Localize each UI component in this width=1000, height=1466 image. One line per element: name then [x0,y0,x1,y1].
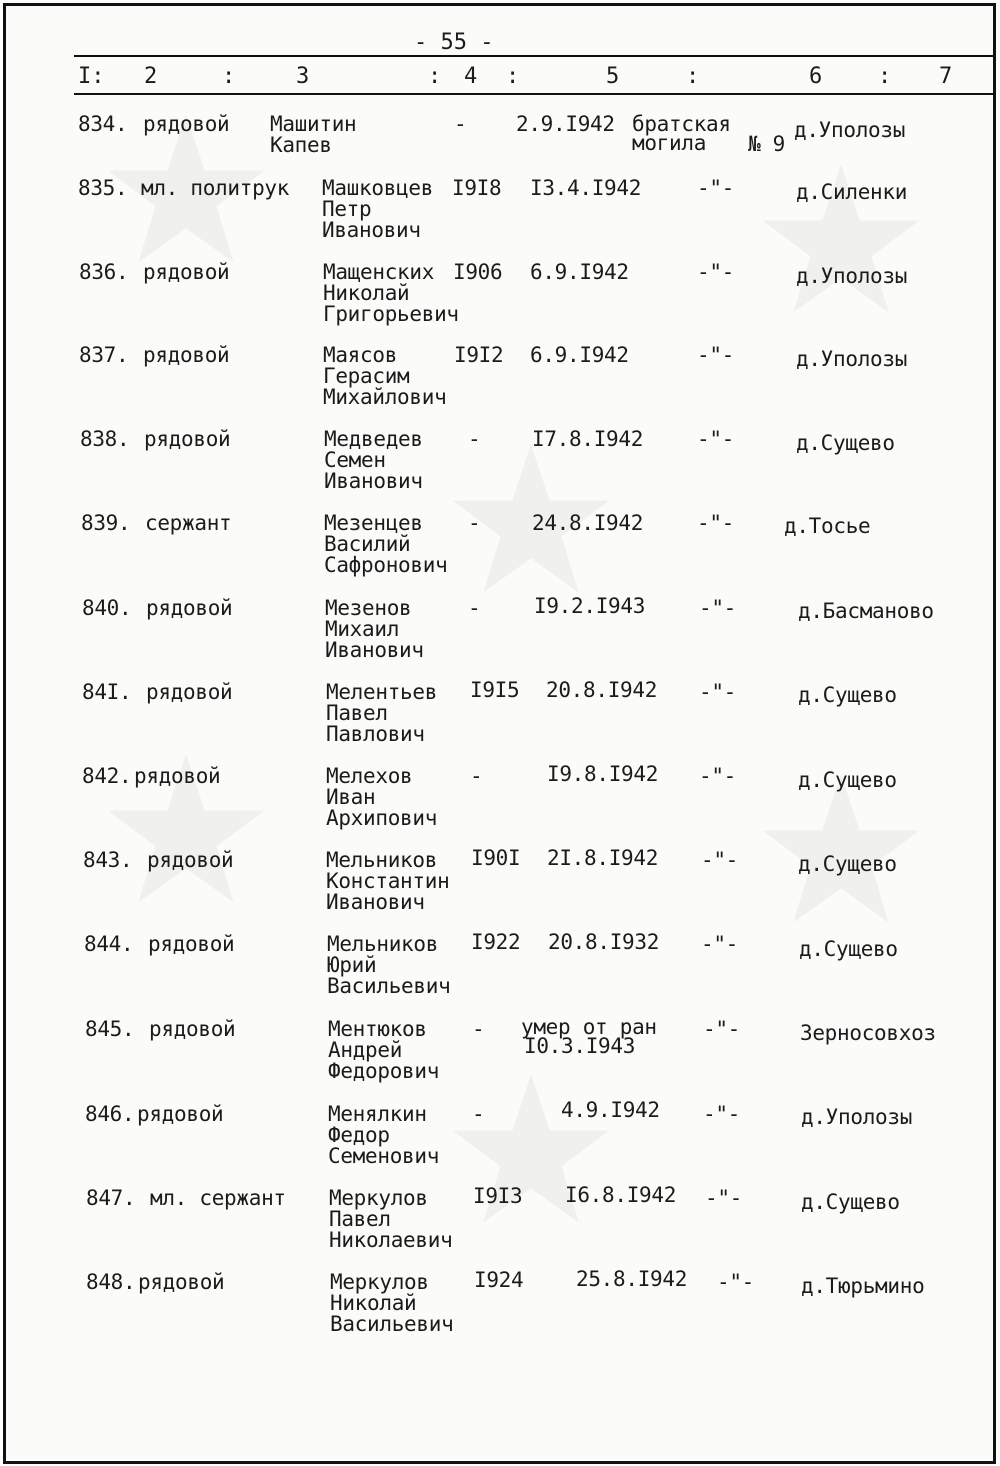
record-place: д.Силенки [796,180,908,204]
record-date: I9.2.I943 [534,594,646,618]
record-date: 4.9.I942 [561,1098,660,1122]
record-year: I906 [453,260,503,284]
record-surname: Мащенских [323,260,435,284]
record-place: д.Сущево [796,431,895,455]
record-place: д.Сущево [798,852,897,876]
document-page [3,3,996,1464]
record-number: 840. [82,596,132,620]
record-patronymic: Михайлович [323,385,447,409]
record-rank: рядовой [143,343,230,367]
record-firstname: Николай [323,281,410,305]
record-burial: -"- [703,1017,741,1041]
record-place: д.Уполозы [796,264,908,288]
record-date: I6.8.I942 [565,1183,677,1207]
record-date: 6.9.I942 [530,260,629,284]
record-year: - [472,1017,485,1041]
record-year: - [468,511,481,535]
record-surname: Машитин [270,112,357,136]
record-place: д.Сущево [798,683,897,707]
header-col-3: 3 [296,64,310,89]
record-date: умер от ран [521,1015,657,1039]
record-firstname: Андрей [328,1038,403,1062]
record-place: д.Уполозы [796,347,908,371]
record-year: I9I5 [470,678,520,702]
record-surname: Машковцев [322,176,434,200]
record-burial: -"- [703,1102,741,1126]
record-year: - [470,764,483,788]
header-col-5: 5 [606,64,620,89]
record-rank: рядовой [143,112,230,136]
record-number: 842. [82,764,132,788]
record-patronymic: Николаевич [329,1228,453,1252]
record-patronymic: Иванович [322,218,421,242]
header-sep: : [878,64,892,89]
record-place: д.Уполозы [794,118,906,142]
record-surname: Маясов [323,343,398,367]
record-rank: рядовой [146,596,233,620]
record-firstname: Иван [326,785,376,809]
record-burial: -"- [697,427,735,451]
record-date: 24.8.I942 [532,511,644,535]
record-firstname: Федор [328,1123,390,1147]
record-number: 838. [80,427,130,451]
record-burial: -"- [699,764,737,788]
record-firstname: Капев [270,133,332,157]
record-date: 25.8.I942 [576,1267,688,1291]
record-number: 844. [84,932,134,956]
record-firstname: Павел [329,1207,391,1231]
record-number: 845. [85,1017,135,1041]
record-surname: Мезенцев [324,511,423,535]
record-surname: Менялкин [328,1102,427,1126]
record-burial: -"- [717,1270,755,1294]
record-date: 20.8.I942 [546,678,658,702]
record-date: I3.4.I942 [530,176,642,200]
record-burial: -"- [699,596,737,620]
record-firstname: Василий [324,532,411,556]
record-firstname: Михаил [325,617,400,641]
record-year: - [472,1102,485,1126]
record-burial: -"- [705,1186,743,1210]
record-surname: Мелентьев [326,680,438,704]
record-rank: рядовой [134,764,221,788]
record-burial: братская [632,112,731,136]
record-firstname: Николай [330,1291,417,1315]
record-firstname: Петр [322,197,372,221]
header-col-1: I: [78,64,105,89]
record-number: 843. [83,848,133,872]
record-date: 6.9.I942 [530,343,629,367]
record-firstname: Герасим [323,364,410,388]
record-rank: сержант [145,511,232,535]
record-rank: рядовой [144,427,231,451]
record-place: д.Басманово [798,599,934,623]
record-number: 835. [78,176,128,200]
record-burial: -"- [697,176,735,200]
header-rule-bottom [74,93,993,95]
record-surname: Медведев [324,427,423,451]
record-year: - [468,427,481,451]
header-col-6: 6 [809,64,823,89]
record-firstname: Павел [326,701,388,725]
record-number: 847. [86,1186,136,1210]
record-place: д.Тосье [784,514,871,538]
header-col-7: 7 [939,64,953,89]
record-rank: рядовой [149,1017,236,1041]
record-date: I9.8.I942 [547,762,659,786]
record-patronymic: Григорьевич [323,302,459,326]
header-sep: : [222,64,236,89]
record-number: 834. [78,112,128,136]
record-rank: рядовой [143,260,230,284]
record-burial: -"- [699,680,737,704]
record-date: 20.8.I932 [548,930,660,954]
record-rank: мл. сержант [150,1186,286,1210]
header-col-2: 2 [144,64,158,89]
header-col-4: 4 [464,64,478,89]
record-number: 836. [79,260,129,284]
record-patronymic: Васильевич [327,974,451,998]
page-number: - 55 - [414,30,494,55]
record-place: Зерносовхоз [800,1021,936,1045]
record-place: д.Сущево [799,937,898,961]
record-surname: Мельников [327,932,439,956]
record-number: 84I. [82,680,132,704]
record-place: д.Тюрьмино [801,1274,925,1298]
header-rule-top [74,55,993,57]
record-rank: рядовой [138,1270,225,1294]
record-burial: -"- [697,511,735,535]
record-surname: Мезенов [325,596,412,620]
record-number: 846. [85,1102,135,1126]
record-number: 839. [81,511,131,535]
record-year: I924 [474,1268,524,1292]
record-place: д.Сущево [801,1190,900,1214]
record-burial: -"- [697,343,735,367]
record-patronymic: Иванович [325,638,424,662]
record-number: 837. [79,343,129,367]
record-date-2: I0.3.I943 [524,1034,636,1058]
record-surname: Ментюков [328,1017,427,1041]
record-rank: мл. политрук [141,176,290,200]
header-sep: : [506,64,520,89]
record-patronymic: Семенович [328,1144,440,1168]
record-patronymic: Иванович [326,890,425,914]
record-burial: -"- [701,932,739,956]
record-firstname: Юрий [327,953,377,977]
record-date: 2.9.I942 [516,112,615,136]
record-surname: Меркулов [329,1186,428,1210]
record-patronymic: Федорович [328,1059,440,1083]
record-date: I7.8.I942 [532,427,644,451]
record-year: I9I2 [454,343,504,367]
record-rank: рядовой [148,932,235,956]
record-patronymic: Иванович [324,469,423,493]
record-burial: -"- [697,260,735,284]
record-rank: рядовой [146,680,233,704]
record-burial-2: могила [632,131,707,155]
record-surname: Мельников [326,848,438,872]
record-burial: -"- [701,848,739,872]
record-patronymic: Архипович [326,806,438,830]
record-surname: Меркулов [330,1270,429,1294]
record-patronymic: Павлович [326,722,425,746]
header-sep: : [428,64,442,89]
record-surname: Мелехов [326,764,413,788]
record-place: д.Уполозы [801,1105,913,1129]
record-year: - [454,112,467,136]
record-grave-number: № 9 [748,132,786,156]
record-date: 2I.8.I942 [547,846,659,870]
record-year: I9I8 [452,176,502,200]
record-year: I90I [471,846,521,870]
record-year: - [468,596,481,620]
record-firstname: Семен [324,448,386,472]
record-place: д.Сущево [798,768,897,792]
record-rank: рядовой [137,1102,224,1126]
record-patronymic: Васильевич [330,1312,454,1336]
record-patronymic: Сафронович [324,553,448,577]
record-year: I9I3 [473,1184,523,1208]
record-firstname: Константин [326,869,450,893]
header-sep: : [686,64,700,89]
record-rank: рядовой [147,848,234,872]
record-number: 848. [86,1270,136,1294]
watermark-star-icon [446,1066,616,1236]
record-year: I922 [471,930,521,954]
